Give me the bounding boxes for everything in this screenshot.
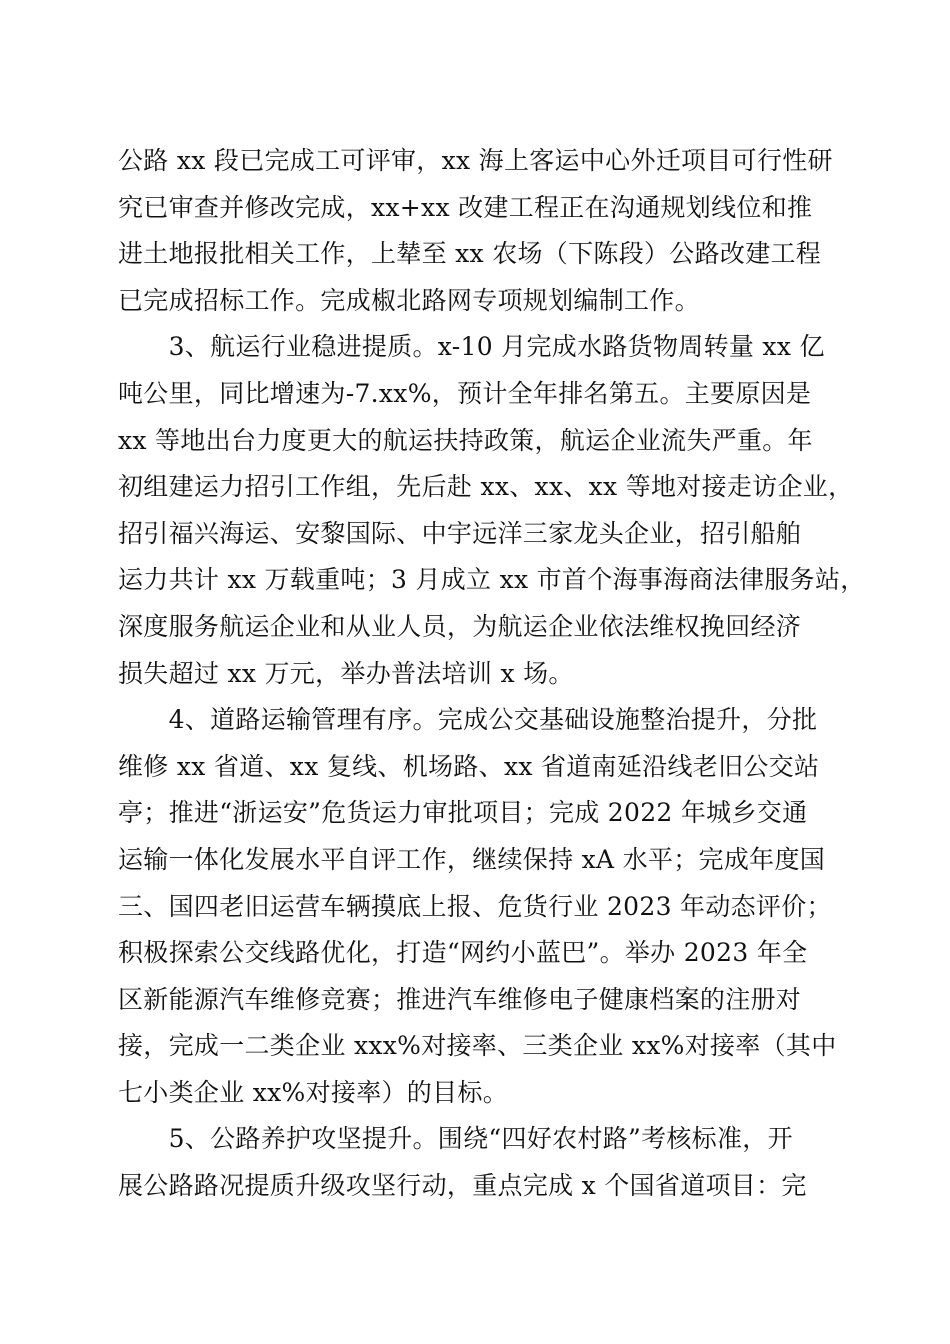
text-line: 深度服务航运企业和从业人员，为航运企业依法维权挽回经济: [118, 611, 802, 641]
text-line: 运输一体化发展水平自评工作，继续保持 xA 水平；完成年度国: [118, 844, 826, 874]
text-line: 初组建运力招引工作组，先后赴 xx、xx、xx 等地对接走访企业，: [118, 472, 854, 502]
text-line: 接，完成一二类企业 xxx%对接率、三类企业 xx%对接率（其中: [118, 1031, 837, 1061]
text-line: 3、航运行业稳进提质。x-10 月完成水路货物周转量 xx 亿: [118, 332, 825, 362]
text-line: 究已审查并修改完成，xx+xx 改建工程正在沟通规划线位和推: [118, 192, 813, 222]
text-line: 区新能源汽车维修竞赛；推进汽车维修电子健康档案的注册对: [118, 984, 802, 1014]
text-line: 进土地报批相关工作，上辇至 xx 农场（下陈段）公路改建工程: [118, 239, 822, 269]
text-line: 运力共计 xx 万载重吨；3 月成立 xx 市首个海事海商法律服务站，: [118, 565, 866, 595]
text-line: 三、国四老旧运营车辆摸底上报、危货行业 2023 年动态评价；: [118, 891, 832, 921]
text-line: 4、道路运输管理有序。完成公交基础设施整治提升，分批: [118, 705, 818, 735]
text-line: 招引福兴海运、安黎国际、中宇远洋三家龙头企业，招引船舶: [118, 518, 802, 548]
text-line: 损失超过 xx 万元，举办普法培训 x 场。: [118, 658, 574, 688]
text-line: 5、公路养护攻坚提升。围绕“四好农村路”考核标准，开: [118, 1124, 793, 1154]
text-line: 吨公里，同比增速为-7.xx%，预计全年排名第五。主要原因是: [118, 378, 812, 408]
text-line: 展公路路况提质升级攻坚行动，重点完成 x 个国省道项目：完: [118, 1171, 807, 1201]
text-line: 已完成招标工作。完成椒北路网专项规划编制工作。: [118, 285, 700, 315]
text-line: 七小类企业 xx%对接率）的目标。: [118, 1077, 509, 1107]
document-body: [118, 138, 866, 1210]
text-line: 维修 xx 省道、xx 复线、机场路、xx 省道南延沿线老旧公交站: [118, 751, 820, 781]
text-line: 公路 xx 段已完成工可评审，xx 海上客运中心外迁项目可行性研: [118, 146, 833, 175]
text-line: 积极探索公交线路优化，打造“网约小蓝巴”。举办 2023 年全: [118, 938, 808, 968]
text-line: 亭；推进“浙运安”危货运力审批项目；完成 2022 年城乡交通: [118, 798, 808, 828]
text-line: xx 等地出台力度更大的航运扶持政策，航运企业流失严重。年: [118, 425, 813, 455]
